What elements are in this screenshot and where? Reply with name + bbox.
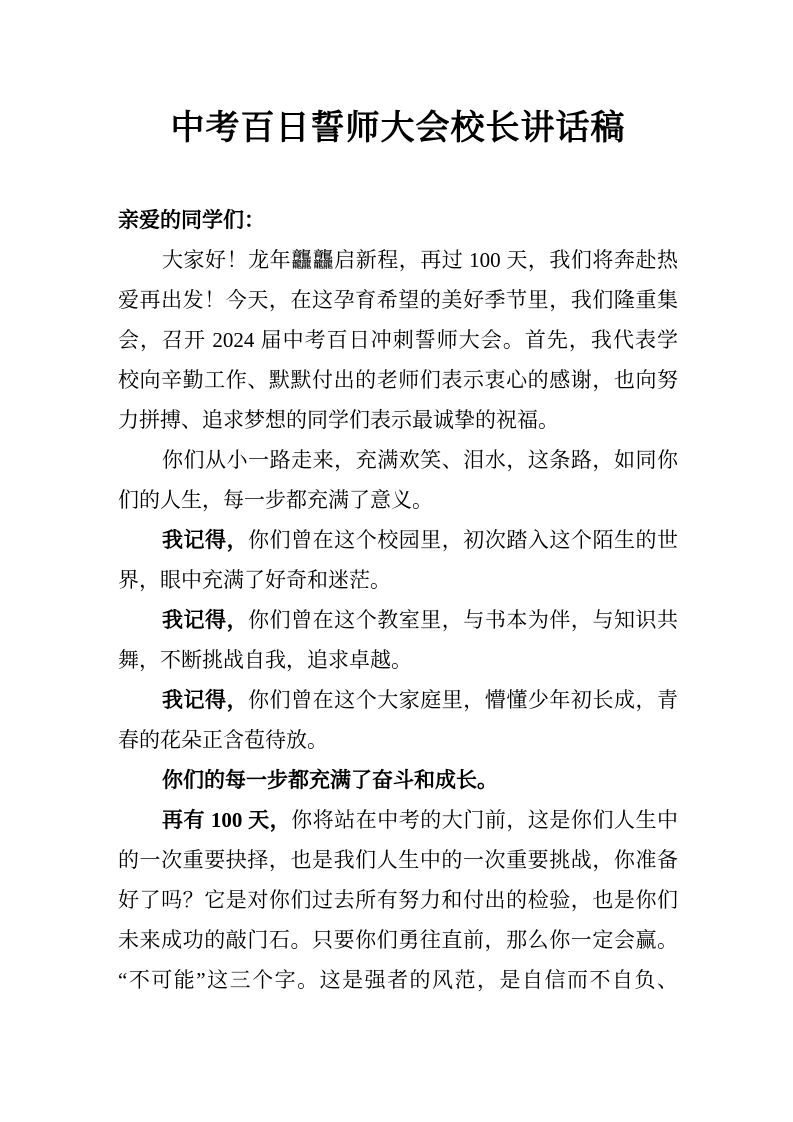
text-line <box>118 320 678 360</box>
regular-text: 你们从小一路走来，充满欢笑、泪水，这条路，如同你 <box>162 448 678 472</box>
regular-text: 校向辛勤工作、默默付出的老师们表示衷心的感谢，也向努 <box>118 368 678 392</box>
regular-text: 力拼搏、追求梦想的同学们表示最诚挚的祝福。 <box>118 408 559 432</box>
regular-text: 的一次重要抉择，也是我们人生中的一次重要挑战，你准备 <box>118 848 678 872</box>
text-line <box>118 680 678 720</box>
text-line <box>118 240 678 280</box>
regular-text: 爱再出发！今天，在这孕育希望的美好季节里，我们隆重集 <box>118 288 678 312</box>
document-body <box>118 200 678 1000</box>
bold-text: 你们的每一步都充满了奋斗和成长。 <box>162 768 498 792</box>
text-line <box>118 440 678 480</box>
text-line <box>118 280 678 320</box>
regular-text: 未来成功的敲门石。只要你们勇往直前，那么你一定会赢。 <box>118 928 678 952</box>
text-line <box>118 360 678 400</box>
bold-lead-text: 我记得， <box>162 608 249 632</box>
regular-text: 舞，不断挑战自我，追求卓越。 <box>118 648 412 672</box>
bold-lead-text: 我记得， <box>162 528 249 552</box>
text-line <box>118 760 678 800</box>
text-line <box>118 400 678 440</box>
regular-text: 你们曾在这个大家庭里，懵懂少年初长成，青 <box>248 688 679 712</box>
salutation-text: 亲爱的同学们： <box>118 208 265 232</box>
text-line <box>118 920 678 960</box>
text-line <box>118 560 678 600</box>
regular-text: 你将站在中考的大门前，这是你们人生中 <box>291 808 679 832</box>
regular-text: 春的花朵正含苞待放。 <box>118 728 328 752</box>
text-line <box>118 480 678 520</box>
regular-text: 你们曾在这个教室里，与书本为伴，与知识共 <box>248 608 679 632</box>
text-line <box>118 640 678 680</box>
text-line <box>118 800 678 840</box>
regular-text: 你们曾在这个校园里，初次踏入这个陌生的世 <box>248 528 679 552</box>
text-line <box>118 880 678 920</box>
text-line <box>118 960 678 1000</box>
regular-text: 大家好！龙年龘龘启新程，再过 100 天，我们将奔赴热 <box>162 248 678 272</box>
regular-text: 界，眼中充满了好奇和迷茫。 <box>118 568 391 592</box>
bold-lead-text: 再有 100 天， <box>162 808 292 832</box>
text-line <box>118 520 678 560</box>
text-line <box>118 840 678 880</box>
text-line <box>118 720 678 760</box>
text-line <box>118 600 678 640</box>
document-title: 中考百日誓师大会校长讲话稿 <box>170 109 626 147</box>
salutation-line <box>118 200 678 240</box>
regular-text: 会，召开 2024 届中考百日冲刺誓师大会。首先，我代表学 <box>118 328 678 352</box>
regular-text: 们的人生，每一步都充满了意义。 <box>118 488 433 512</box>
regular-text: 好了吗？它是对你们过去所有努力和付出的检验，也是你们 <box>118 888 678 912</box>
regular-text: “不可能”这三个字。这是强者的风范，是自信而不自负、 <box>118 968 678 992</box>
bold-lead-text: 我记得， <box>162 688 249 712</box>
